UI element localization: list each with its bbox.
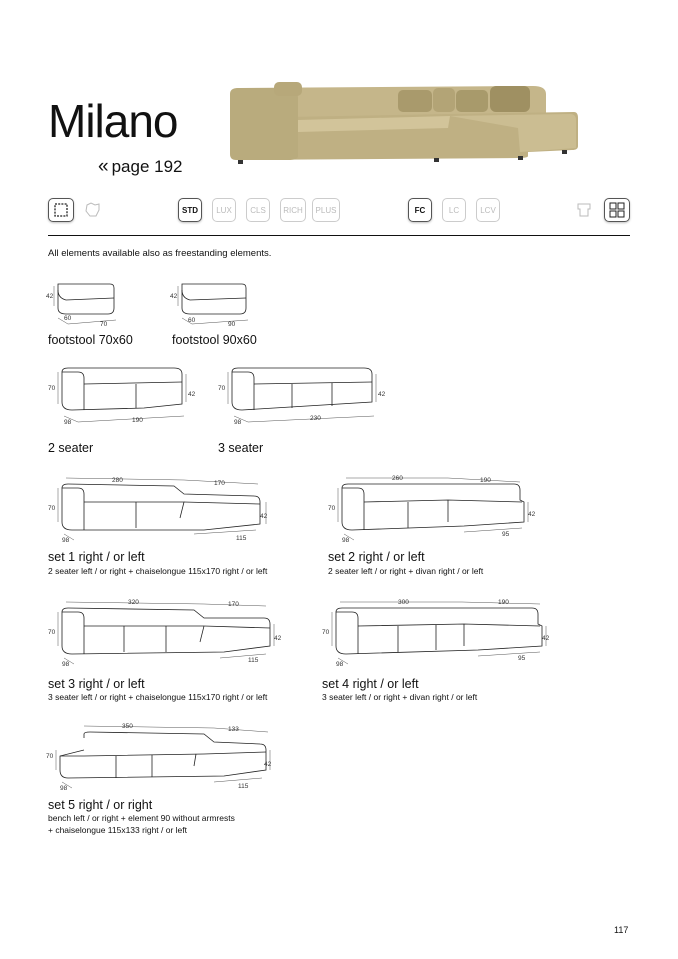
dim-depth: 60 [64,315,72,322]
dim-width-main: 320 [128,599,139,606]
dim-seat: 42 [260,513,268,520]
dim-width: 230 [310,415,321,422]
dim-height: 70 [46,753,54,760]
dim-seat: 42 [542,635,550,642]
dim-divan-depth: 95 [502,531,510,538]
dim-depth: 98 [234,419,242,426]
three-seater-drawing [214,362,394,428]
two-seater-drawing [44,362,204,428]
comfort-std[interactable]: STD [178,198,202,222]
set-1-label: set 1 right / or left [48,550,145,564]
dim-width-chaise: 170 [214,480,225,487]
footstool-90-label: footstool 90x60 [172,333,257,347]
dim-depth: 98 [62,661,70,668]
dim-seat: 42 [528,511,536,518]
set-3-label: set 3 right / or left [48,677,145,691]
dim-height: 70 [218,385,226,392]
dim-chaise-depth: 115 [238,783,249,790]
comfort-rich[interactable]: RICH [280,198,306,222]
hero-sofa-image [228,78,580,164]
footstool-70-drawing [44,278,134,328]
dim-seat: 42 [264,761,272,768]
dim-height: 70 [48,505,56,512]
dim-depth: 98 [342,537,350,544]
footstool-70-label: footstool 70x60 [48,333,133,347]
dim-height: 70 [328,505,336,512]
dim-depth: 98 [62,537,70,544]
set-3-description: 3 seater left / or right + chaiselongue 115x170 right / or left [48,692,268,702]
dim-height: 70 [48,629,56,636]
page-ref-text: page 192 [111,157,183,176]
cover-fc[interactable]: FC [408,198,432,222]
page-ref-arrow: « [98,156,109,177]
page-reference[interactable] [98,156,182,178]
set-2-drawing [324,472,544,544]
set-3-drawing [44,596,294,668]
set-4-label: set 4 right / or left [322,677,419,691]
page-number: 117 [614,925,629,935]
set-2-label: set 2 right / or left [328,550,425,564]
dim-depth: 98 [60,785,68,792]
dim-height: 70 [48,385,56,392]
chair-icon[interactable] [572,198,596,222]
dim-seat: 42 [188,391,196,398]
dim-seat: 42 [274,635,282,642]
dim-depth: 98 [336,661,344,668]
dim-width-main: 260 [392,475,403,482]
freestanding-note: All elements available also as freestanding elements. [48,248,272,259]
set-1-description: 2 seater left / or right + chaiselongue 115x170 right / or left [48,566,268,576]
comfort-plus[interactable]: PLUS [312,198,340,222]
set-4-drawing [318,596,558,668]
set-5-description-2: + chaiselongue 115x133 right / or left [48,825,188,835]
feature-icons-row [48,198,630,224]
footstool-90-drawing [168,278,258,328]
set-2-description: 2 seater left / or right + divan right / or left [328,566,484,576]
fabric-icon[interactable] [48,198,74,222]
dim-width-main: 300 [398,599,409,606]
dim-width-main: 350 [122,723,133,730]
dim-width-divan: 190 [480,477,491,484]
dim-width: 70 [100,321,108,328]
dim-chaise-depth: 115 [236,535,247,542]
dim-depth: 98 [64,419,72,426]
dim-width: 90 [228,321,236,328]
set-5-label: set 5 right / or right [48,798,153,812]
dim-divan-depth: 95 [518,655,526,662]
comfort-cls[interactable]: CLS [246,198,270,222]
product-title: Milano [48,95,178,147]
two-seater-label: 2 seater [48,441,94,455]
dim-height: 42 [170,293,178,300]
set-4-description: 3 seater left / or right + divan right / or left [322,692,478,702]
header-divider [48,235,630,236]
dim-depth: 60 [188,317,196,324]
leather-icon[interactable] [80,198,106,222]
dim-width-chaise: 133 [228,726,239,733]
dim-width-divan: 190 [498,599,509,606]
dim-chaise-depth: 115 [248,657,259,664]
dim-width-main: 280 [112,477,123,484]
dim-width: 190 [132,417,143,424]
set-5-drawing [44,720,284,792]
set-1-drawing [44,472,284,544]
comfort-lux[interactable]: LUX [212,198,236,222]
set-5-description-1: bench left / or right + element 90 without armrests [48,813,235,823]
three-seater-label: 3 seater [218,441,264,455]
dim-width-chaise: 170 [228,601,239,608]
dim-height: 70 [322,629,330,636]
elements-icon[interactable] [604,198,630,222]
cover-lcv[interactable]: LCV [476,198,500,222]
dim-seat: 42 [378,391,386,398]
cover-lc[interactable]: LC [442,198,466,222]
dim-height: 42 [46,293,54,300]
